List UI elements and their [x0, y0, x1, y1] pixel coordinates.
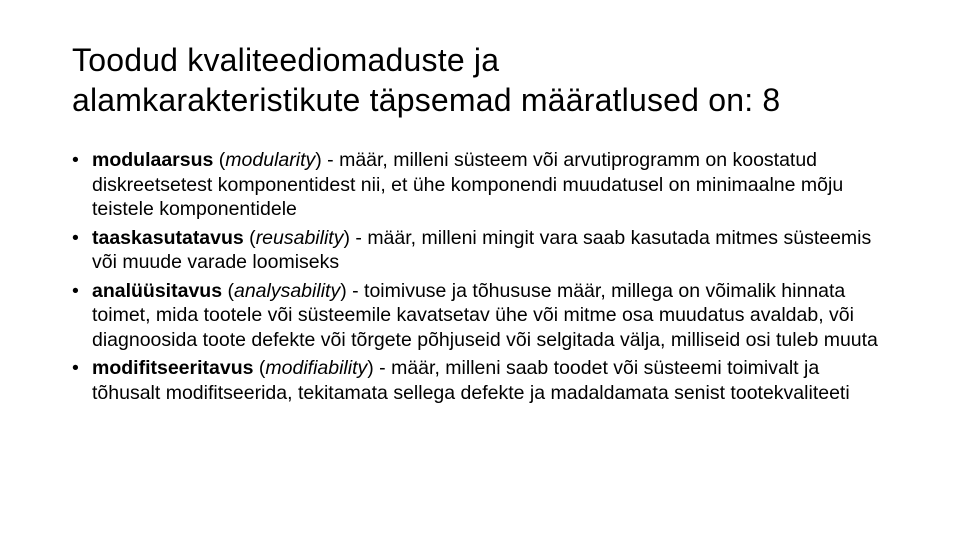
paren-open: (	[243, 226, 256, 249]
definition-list	[72, 148, 892, 409]
slide-title-line-1: Toodud kvaliteediomaduste ja	[72, 42, 500, 78]
bullet-icon: •	[72, 357, 79, 379]
slide-title	[72, 40, 912, 120]
bullet-icon: •	[72, 279, 79, 302]
term-definition: - määr, milleni süsteem või arvutiprogramm on koostatud diskreetsetest komponentidest nii, et ühe komponendi muudatusel on minimaalne mõju teistele komponentidele	[92, 149, 844, 220]
slide-title-line-2: alamkarakteristikute täpsemad määratlused on: 8	[72, 82, 781, 118]
list-item-modifiability	[72, 356, 892, 405]
paren-close: )	[367, 357, 374, 379]
paren-close: )	[315, 149, 322, 171]
term-definition: - määr, milleni mingit vara saab kasutada mitmes süsteemis või muude varade loomiseks	[92, 226, 872, 273]
term-estonian: analüüsitavus	[92, 279, 223, 302]
list-item-analysability	[72, 279, 892, 353]
term-english: analysability	[233, 279, 341, 302]
term-estonian: taaskasutatavus	[92, 226, 244, 249]
bullet-icon: •	[72, 226, 79, 249]
term-english: modifiability	[265, 357, 368, 379]
paren-close: )	[343, 226, 350, 249]
bullet-icon: •	[72, 149, 79, 171]
term-definition: - määr, milleni saab toodet või süsteemi toimivalt ja tõhusalt modifitseerida, tekitamata sellega defekte ja madaldamata senist tootekvaliteeti	[92, 357, 850, 404]
list-item-reusability	[72, 226, 892, 275]
term-english: modularity	[225, 149, 316, 171]
paren-open: (	[213, 149, 226, 171]
paren-close: )	[340, 279, 347, 302]
paren-open: (	[253, 357, 266, 379]
term-definition: - toimivuse ja tõhususe määr, millega on võimalik hinnata toimet, mida tootele või süsteemile kavatsetav ühe või mitme osa muudatus avaldab, või diagnoosida toote defekte või tõrgete põhjuseid või selgitada välja, milliseid osi tuleb muuta	[92, 279, 878, 351]
term-estonian: modifitseeritavus	[92, 357, 254, 379]
term-english: reusability	[255, 226, 344, 249]
list-item-modularity	[72, 148, 892, 222]
paren-open: (	[222, 279, 234, 302]
term-estonian: modulaarsus	[92, 149, 214, 171]
